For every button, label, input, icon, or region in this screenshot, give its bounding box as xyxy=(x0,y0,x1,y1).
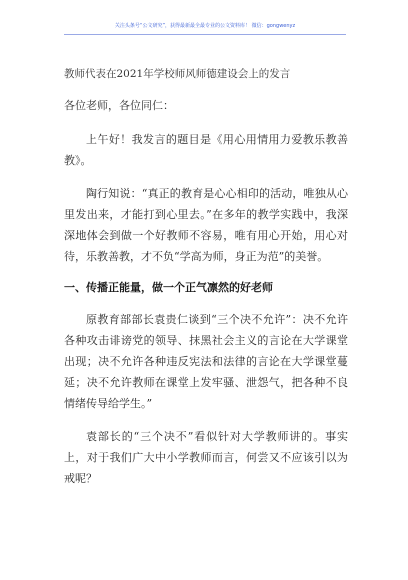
paragraph-reflection: 袁部长的“三个决不”看似针对大学教师讲的。事实上，对于我们广大中小学教师而言，何尝又不应该引以为戒呢？ xyxy=(64,430,348,485)
paragraph-greeting: 上午好！我发言的题目是《用心用情用力爱教乐教善教》。 xyxy=(64,133,348,167)
document-title: 教师代表在2021年学校师风师德建设会上的发言 xyxy=(64,68,291,80)
document-page xyxy=(64,66,348,501)
header-divider xyxy=(64,34,346,35)
section-heading: 一、传播正能量，做一个正气凛然的好老师 xyxy=(64,281,273,294)
salutation: 各位老师，各位同仁： xyxy=(64,99,174,112)
header-banner: 关注头条号“公文研究”，获得最新最全最专业的公文资料库！ 微信：gongwenyz xyxy=(114,23,296,29)
paragraph-three-rules: 原教育部部长袁贵仁谈到“三个决不允许”：决不允许各种攻击诽谤党的领导、抹黑社会主义的言论在大学课堂出现；决不允许各种违反宪法和法律的言论在大学课堂蔓延；决不允许教师在课堂上发牢骚、泄怨气，把各种不良情绪传导给学生。” xyxy=(64,313,348,410)
paragraph-quote: 陶行知说：“真正的教育是心心相印的活动，唯独从心里发出来，才能打到心里去。”在多年的教学实践中，我深深地体会到做一个好教师不容易，唯有用心开始，用心对待，乐教善教，才不负“学高为师，身正为范”的美誉。 xyxy=(64,187,348,263)
